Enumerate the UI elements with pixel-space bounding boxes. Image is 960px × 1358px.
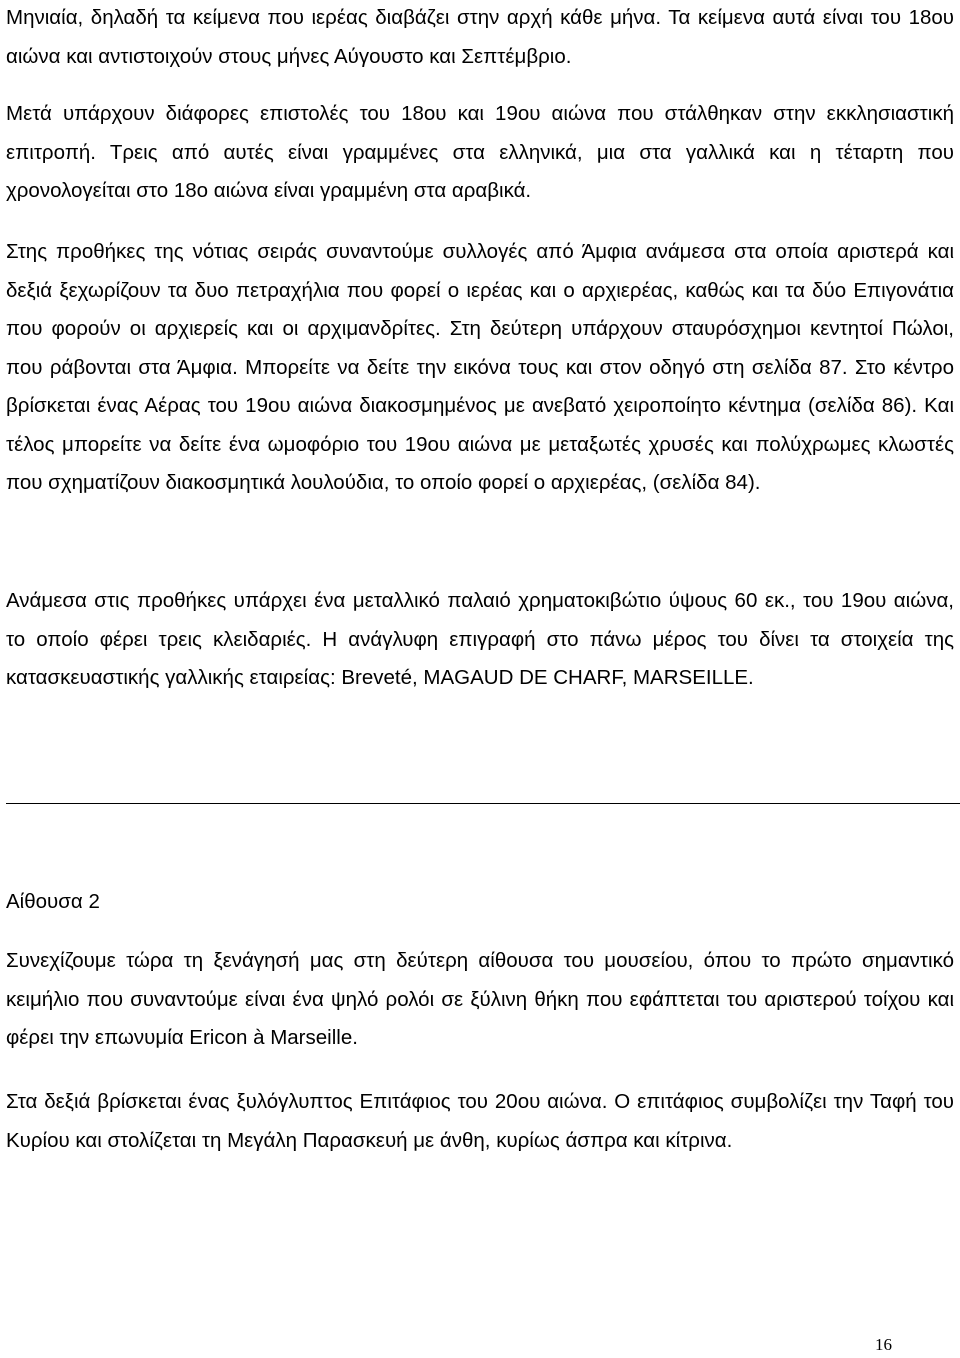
paragraph-vestments: Στης προθήκες της νότιας σειράς συναντούμε συλλογές από Άμφια ανάμεσα στα οποία αριστερά και δεξιά ξεχωρίζουν τα δυο πετραχήλια που φορεί ο ιερέας και ο αρχιερέας, καθώς και τα δύο Επιγονάτια που φορούν οι αρχιερείς και οι αρχιμανδρίτες. Στη δεύτερη υπάρχουν σταυρόσχημοι κεντητοί Πώλοι, που ράβονται στα Άμφια. Μπορείτε να δείτε την εικόνα τους και στον οδηγό στη σελίδα 87. Στο κέντρο βρίσκεται ένας Αέρας του 19ου αιώνα διακοσμημένος με ανεβατό χειροποίητο κέντημα (σελίδα 86). Και τέλος μπορείτε να δείτε ένα ωμοφόριο του 19ου αιώνα με μεταξωτές χρυσές και πολύχρωμες κλωστές που σχηματίζουν διακοσμητικά λουλούδια, το οποίο φορεί ο αρχιερέας, (σελίδα 84). bbox=[6, 240, 954, 494]
paragraph-epitaph: Στα δεξιά βρίσκεται ένας ξυλόγλυπτος Επιτάφιος του 20ου αιώνα. Ο επιτάφιος συμβολίζει την Ταφή του Κυρίου και στολίζεται τη Μεγάλη Παρασκευή με άνθη, κυρίως άσπρα και κίτρινα. bbox=[6, 1090, 954, 1152]
paragraph-letters: Μετά υπάρχουν διάφορες επιστολές του 18ου και 19ου αιώνα που στάλθηκαν στην εκκλησιαστική επιτροπή. Τρεις από αυτές είναι γραμμένες στα ελληνικά, μια στα γαλλικά και η τέταρτη που χρονολογείται στο 18ο αιώνα είναι γραμμένη στα αραβικά. bbox=[6, 102, 954, 202]
document-page bbox=[6, 0, 954, 1358]
page-number: 16 bbox=[875, 1335, 892, 1354]
section-heading: Αίθουσα 2 bbox=[6, 890, 100, 913]
section-divider bbox=[6, 803, 960, 804]
paragraph-clock: Συνεχίζουμε τώρα τη ξενάγησή μας στη δεύτερη αίθουσα του μουσείου, όπου το πρώτο σημαντικό κειμήλιο που συναντούμε είναι ένα ψηλό ρολόι σε ξύλινη θήκη που εφάπτεται του αριστερού τοίχου και φέρει την επωνυμία Ericon à Marseille. bbox=[6, 949, 954, 1049]
paragraph-monthly-texts: Μηνιαία, δηλαδή τα κείμενα που ιερέας διαβάζει στην αρχή κάθε μήνα. Τα κείμενα αυτά είναι του 18ου αιώνα και αντιστοιχούν στους μήνες Αύγουστο και Σεπτέμβριο. bbox=[6, 6, 954, 68]
paragraph-safe: Ανάμεσα στις προθήκες υπάρχει ένα μεταλλικό παλαιό χρηματοκιβώτιο ύψους 60 εκ., του 19ου αιώνα, το οποίο φέρει τρεις κλειδαριές. Η ανάγλυφη επιγραφή στο πάνω μέρος του δίνει τα στοιχεία της κατασκευαστικής γαλλικής εταιρείας: Breveté, MAGAUD DE CHARF, MARSEILLE. bbox=[6, 589, 954, 689]
